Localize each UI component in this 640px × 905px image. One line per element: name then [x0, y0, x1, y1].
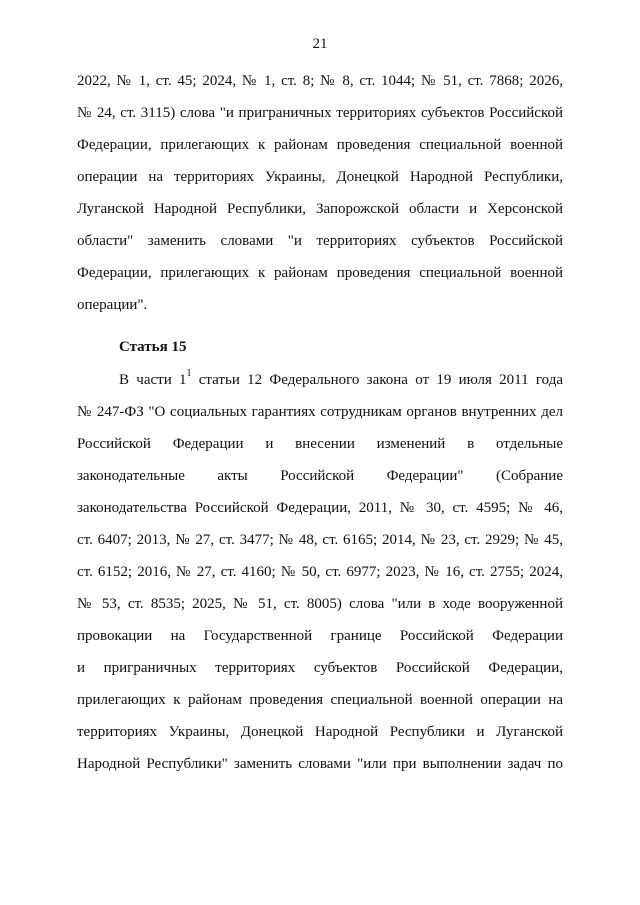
text-line: ст. 6152; 2016, № 27, ст. 4160; № 50, ст. 6977; 2023, № 16, ст. 2755; 2024, — [77, 564, 563, 580]
text-line: Российской Федерации и внесении изменений в отдельные — [77, 436, 563, 452]
text-line: операции на территориях Украины, Донецкой Народной Республики, — [77, 169, 563, 185]
text-line: и приграничных территориях субъектов Российской Федерации, — [77, 660, 563, 676]
text-line: законодательные акты Российской Федерации" (Собрание — [77, 468, 563, 484]
text-line: Федерации, прилегающих к районам проведения специальной военной — [77, 265, 563, 281]
text-line: операции". — [77, 297, 148, 313]
text-line: № 247-ФЗ "О социальных гарантиях сотрудникам органов внутренних дел — [77, 404, 563, 420]
text-line: Луганской Народной Республики, Запорожской области и Херсонской — [77, 201, 563, 217]
text-line: провокации на Государственной границе Российской Федерации — [77, 628, 563, 644]
superscript: 1 — [186, 368, 192, 379]
article-heading: Статья 15 — [119, 339, 187, 355]
page-number: 21 — [312, 36, 328, 52]
text-line: № 53, ст. 8535; 2025, № 51, ст. 8005) слова "или в ходе вооруженной — [77, 596, 563, 612]
text-line: Народной Республики" заменить словами "или при выполнении задач по — [77, 756, 563, 772]
text-line: законодательства Российской Федерации, 2011, № 30, ст. 4595; № 46, — [77, 500, 563, 516]
text-line: ст. 6407; 2013, № 27, ст. 3477; № 48, ст. 6165; 2014, № 23, ст. 2929; № 45, — [77, 532, 563, 548]
text-line: прилегающих к районам проведения специальной военной операции на — [77, 692, 563, 708]
text-line: области" заменить словами "и территориях субъектов Российской — [77, 233, 563, 249]
text-line: Федерации, прилегающих к районам проведения специальной военной — [77, 137, 563, 153]
text-line-first — [77, 368, 563, 389]
text-segment: В части 1 — [119, 372, 187, 388]
text-segment: статьи 12 Федерального закона от 19 июля 2011 года — [191, 372, 563, 388]
text-line: № 24, ст. 3115) слова "и приграничных территориях субъектов Российской — [77, 105, 563, 121]
text-line: территориях Украины, Донецкой Народной Республики и Луганской — [77, 724, 563, 740]
text-line: 2022, № 1, ст. 45; 2024, № 1, ст. 8; № 8, ст. 1044; № 51, ст. 7868; 2026, — [77, 73, 563, 89]
